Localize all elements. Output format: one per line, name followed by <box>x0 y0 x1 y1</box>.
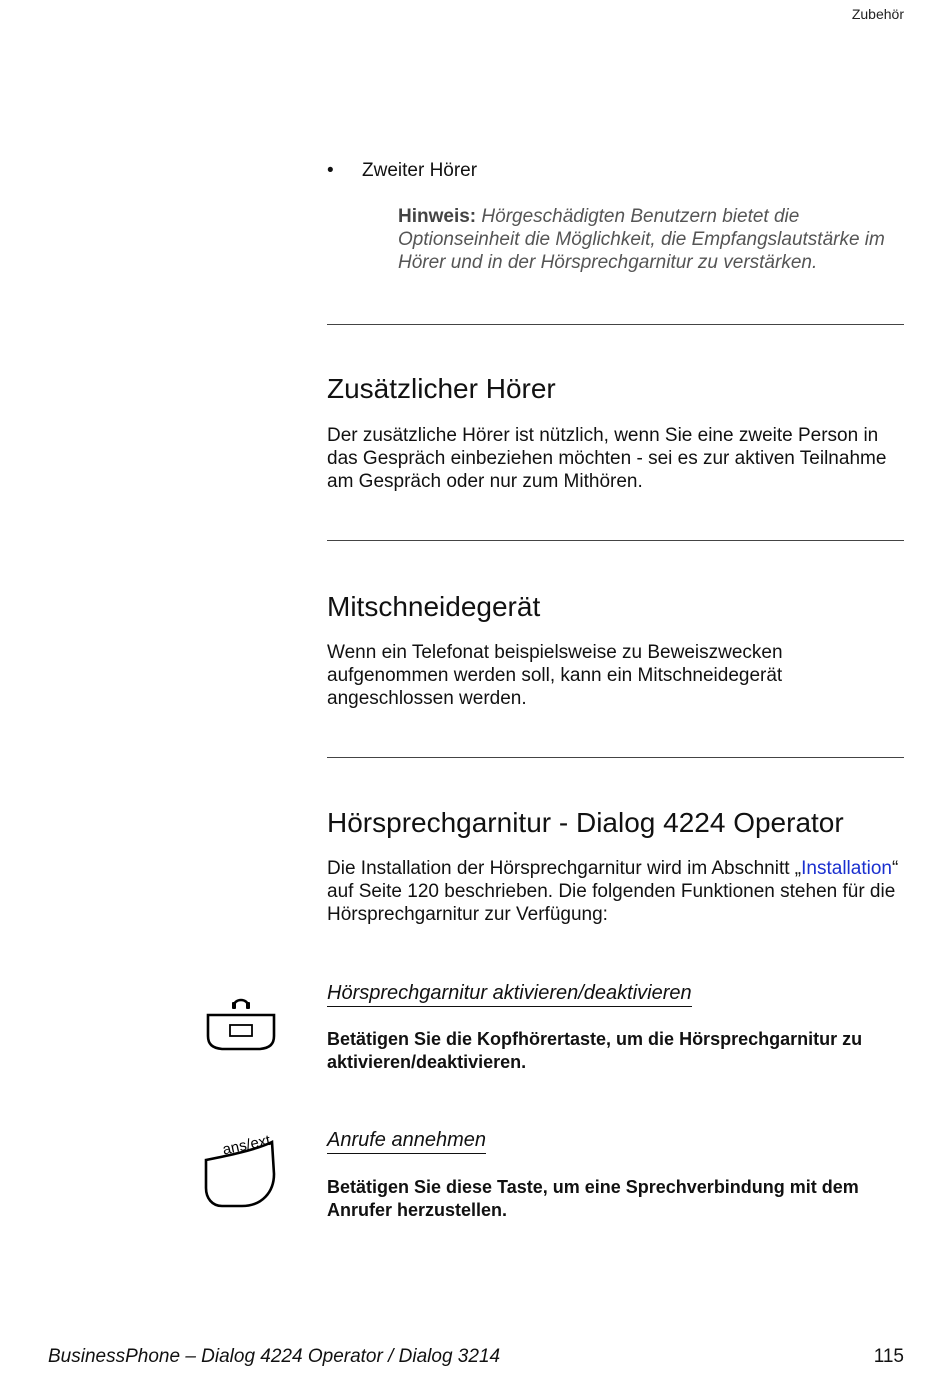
section-body-text: “ auf Seite 120 beschrieben. Die folgenden Funktionen stehen für die Hörsprechgarnitur zur Verfügung: <box>327 858 899 925</box>
section-body-text: Die Installation der Hörsprechgarnitur wird im Abschnitt „ <box>327 858 802 879</box>
section-title: Zusätzlicher Hörer <box>327 373 556 404</box>
divider <box>327 757 904 758</box>
function-instruction: Betätigen Sie diese Taste, um eine Sprechverbindung mit dem Anrufer herzustellen. <box>327 1177 859 1220</box>
section-body: Wenn ein Telefonat beispielsweise zu Beweiszwecken aufgenommen werden soll, kann ein Mitschneidegerät angeschlossen werden. <box>327 642 783 709</box>
note-text: Hörgeschädigten Benutzern bietet die Optionseinheit die Möglichkeit, die Empfangslautstärke im Hörer und in der Hörsprechgarnitur zu verstärken. <box>398 206 885 273</box>
answer-key-label: ans/ext <box>221 1131 272 1159</box>
section-body <box>327 857 905 926</box>
note-block <box>398 205 898 274</box>
section-body: Der zusätzliche Hörer ist nützlich, wenn Sie eine zweite Person in das Gespräch einbeziehen möchten - sei es zur aktiven Teilnahme am Gespräch oder nur zum Mithören. <box>327 425 887 492</box>
function-title: Hörsprechgarnitur aktivieren/deaktivieren <box>327 982 692 1007</box>
note-label: Hinweis: <box>398 206 477 227</box>
running-header: Zubehör <box>851 6 904 22</box>
headset-key-icon <box>200 988 282 1052</box>
section-title: Mitschneidegerät <box>327 591 541 622</box>
bullet-text: Zweiter Hörer <box>362 160 478 181</box>
installation-link[interactable]: Installation <box>801 858 892 879</box>
divider <box>327 324 904 325</box>
function-instruction: Betätigen Sie die Kopfhörertaste, um die Hörsprechgarnitur zu aktivieren/deaktivieren. <box>327 1029 863 1072</box>
function-title: Anrufe annehmen <box>327 1129 486 1154</box>
footer-document-title: BusinessPhone – Dialog 4224 Operator / Dialog 3214 <box>48 1346 501 1367</box>
bullet-symbol: • <box>327 160 334 181</box>
page-number: 115 <box>873 1346 904 1367</box>
section-title: Hörsprechgarnitur - Dialog 4224 Operator <box>327 807 844 838</box>
answer-key-icon <box>200 1122 290 1212</box>
divider <box>327 540 904 541</box>
